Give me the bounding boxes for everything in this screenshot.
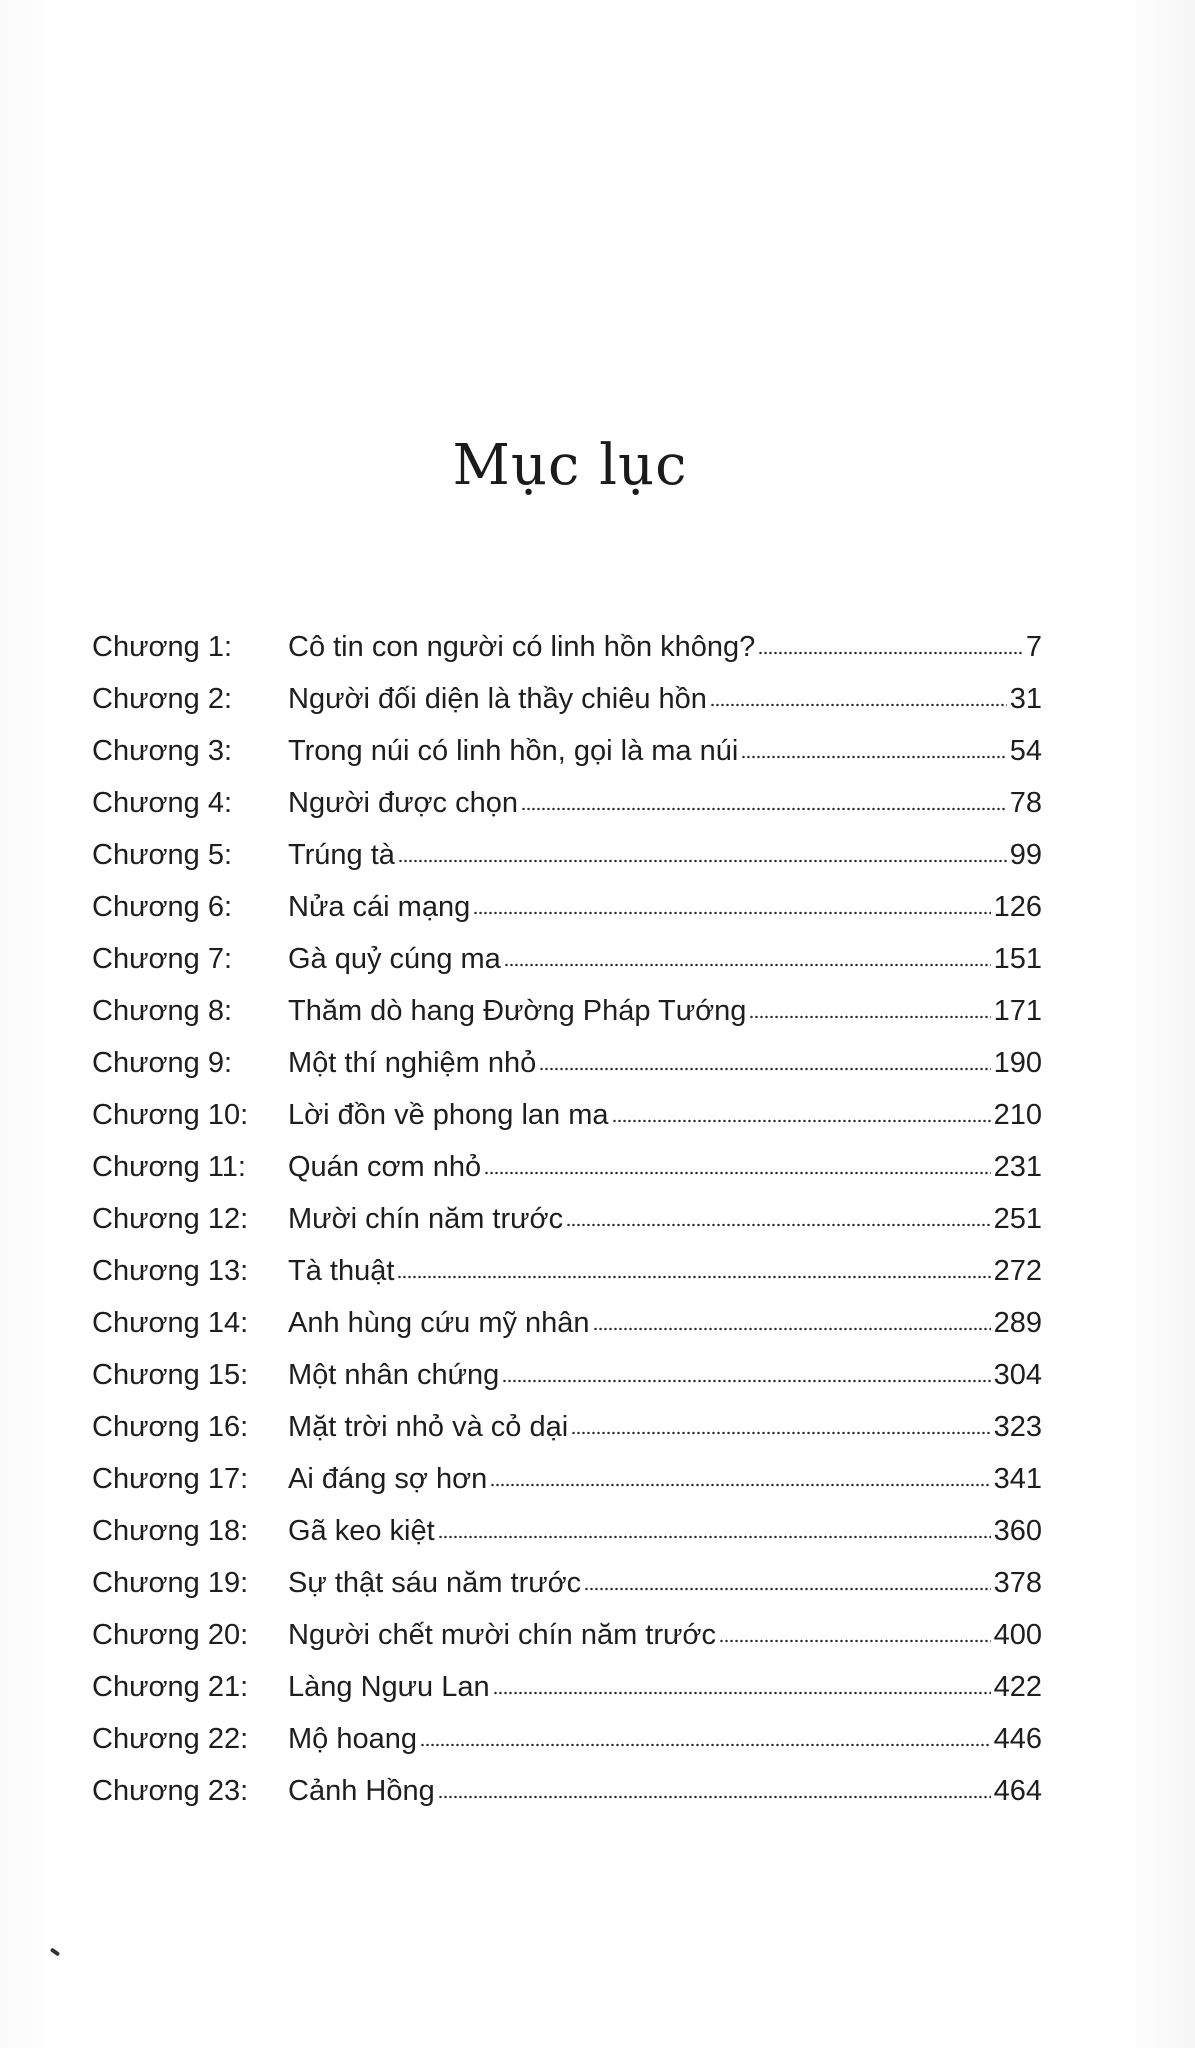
toc-chapter-title: Gã keo kiệt (288, 1515, 435, 1547)
toc-chapter-label: Chương 9: (92, 1047, 233, 1079)
toc-page-number: 99 (1009, 839, 1042, 871)
toc-page-number: 210 (993, 1099, 1042, 1131)
toc-dot-leader (571, 1431, 990, 1435)
toc-chapter-title: Thăm dò hang Đường Pháp Tướng (288, 995, 747, 1027)
table-of-contents (92, 621, 1042, 1817)
toc-page-number: 323 (993, 1411, 1042, 1443)
toc-page-number: 151 (993, 943, 1042, 975)
toc-dot-leader (438, 1795, 991, 1799)
toc-chapter-title: Một nhân chứng (288, 1359, 500, 1391)
toc-chapter-title: Mặt trời nhỏ và cỏ dại (288, 1411, 569, 1443)
toc-chapter-label: Chương 17: (92, 1463, 249, 1495)
toc-page-number: 54 (1009, 735, 1042, 767)
toc-chapter-title: Lời đồn về phong lan ma (288, 1099, 609, 1131)
toc-chapter-title: Làng Ngưu Lan (288, 1671, 490, 1703)
toc-dot-leader (484, 1171, 990, 1175)
toc-dot-leader (438, 1535, 991, 1539)
toc-page-number: 304 (993, 1359, 1042, 1391)
toc-dot-leader (758, 651, 1023, 655)
toc-chapter-title: Anh hùng cứu mỹ nhân (288, 1307, 590, 1339)
toc-dot-leader (749, 1015, 990, 1019)
toc-entry (92, 1557, 1042, 1609)
toc-chapter-title: Cảnh Hồng (288, 1775, 435, 1807)
toc-page-number: 7 (1025, 631, 1042, 663)
toc-chapter-title: Tà thuật (288, 1255, 395, 1287)
toc-chapter-label: Chương 18: (92, 1515, 249, 1547)
toc-entry (92, 1089, 1042, 1141)
toc-chapter-label: Chương 22: (92, 1723, 249, 1755)
toc-page-number: 378 (993, 1567, 1042, 1599)
toc-chapter-label: Chương 23: (92, 1775, 249, 1807)
toc-page-number: 400 (993, 1619, 1042, 1651)
toc-page-number: 422 (993, 1671, 1042, 1703)
toc-chapter-label: Chương 3: (92, 735, 233, 767)
toc-entry (92, 1765, 1042, 1817)
toc-page-number: 171 (993, 995, 1042, 1027)
toc-chapter-label: Chương 14: (92, 1307, 249, 1339)
toc-entry (92, 881, 1042, 933)
toc-dot-leader (502, 1379, 990, 1383)
toc-chapter-label: Chương 8: (92, 995, 233, 1027)
toc-entry (92, 777, 1042, 829)
toc-chapter-label: Chương 12: (92, 1203, 249, 1235)
toc-chapter-title: Mười chín năm trước (288, 1203, 564, 1235)
toc-chapter-label: Chương 15: (92, 1359, 249, 1391)
toc-dot-leader (398, 859, 1007, 863)
toc-chapter-title: Một thí nghiệm nhỏ (288, 1047, 537, 1079)
toc-chapter-label: Chương 20: (92, 1619, 249, 1651)
toc-page-number: 446 (993, 1723, 1042, 1755)
toc-entry (92, 725, 1042, 777)
toc-dot-leader (490, 1483, 990, 1487)
toc-entry (92, 1453, 1042, 1505)
toc-entry (92, 1193, 1042, 1245)
toc-dot-leader (397, 1275, 990, 1279)
toc-chapter-title: Người đối diện là thầy chiêu hồn (288, 683, 707, 715)
toc-chapter-label: Chương 7: (92, 943, 233, 975)
toc-chapter-title: Người chết mười chín năm trước (288, 1619, 716, 1651)
toc-dot-leader (710, 703, 1007, 707)
toc-entry (92, 1401, 1042, 1453)
toc-entry (92, 1245, 1042, 1297)
toc-dot-leader (420, 1743, 991, 1747)
toc-chapter-title: Mộ hoang (288, 1723, 417, 1755)
toc-entry (92, 1661, 1042, 1713)
toc-chapter-title: Cô tin con người có linh hồn không? (288, 631, 756, 663)
toc-dot-leader (612, 1119, 991, 1123)
toc-chapter-label: Chương 16: (92, 1411, 249, 1443)
toc-page-number: 272 (993, 1255, 1042, 1287)
toc-entry (92, 621, 1042, 673)
print-speck (50, 1947, 60, 1956)
toc-chapter-label: Chương 4: (92, 787, 233, 819)
toc-chapter-title: Nửa cái mạng (288, 891, 471, 923)
toc-entry (92, 1297, 1042, 1349)
toc-dot-leader (493, 1691, 991, 1695)
toc-chapter-title: Trong núi có linh hồn, gọi là ma núi (288, 735, 739, 767)
toc-chapter-label: Chương 1: (92, 631, 233, 663)
toc-entry (92, 1141, 1042, 1193)
toc-page-number: 341 (993, 1463, 1042, 1495)
toc-entry (92, 985, 1042, 1037)
toc-chapter-label: Chương 5: (92, 839, 233, 871)
toc-entry (92, 1609, 1042, 1661)
toc-dot-leader (521, 807, 1007, 811)
page-title: Mục lục (452, 432, 688, 498)
toc-chapter-label: Chương 11: (92, 1151, 246, 1183)
toc-chapter-title: Sự thật sáu năm trước (288, 1567, 582, 1599)
toc-entry (92, 673, 1042, 725)
toc-entry (92, 1505, 1042, 1557)
toc-entry (92, 829, 1042, 881)
toc-chapter-title: Người được chọn (288, 787, 519, 819)
toc-dot-leader (566, 1223, 991, 1227)
toc-dot-leader (473, 911, 990, 915)
toc-entry (92, 1713, 1042, 1765)
toc-entry (92, 933, 1042, 985)
toc-dot-leader (504, 963, 991, 967)
toc-chapter-label: Chương 2: (92, 683, 233, 715)
toc-page-number: 126 (993, 891, 1042, 923)
toc-entry (92, 1349, 1042, 1401)
toc-page-number: 78 (1009, 787, 1042, 819)
toc-dot-leader (584, 1587, 990, 1591)
toc-chapter-label: Chương 13: (92, 1255, 249, 1287)
toc-page-number: 31 (1009, 683, 1042, 715)
toc-chapter-label: Chương 6: (92, 891, 233, 923)
toc-dot-leader (539, 1067, 990, 1071)
toc-chapter-label: Chương 21: (92, 1671, 249, 1703)
toc-dot-leader (593, 1327, 991, 1331)
toc-page-number: 251 (993, 1203, 1042, 1235)
toc-page-number: 360 (993, 1515, 1042, 1547)
toc-dot-leader (741, 755, 1006, 759)
toc-chapter-label: Chương 19: (92, 1567, 249, 1599)
toc-page-number: 190 (993, 1047, 1042, 1079)
toc-chapter-title: Ai đáng sợ hơn (288, 1463, 488, 1495)
toc-page-number: 464 (993, 1775, 1042, 1807)
toc-chapter-title: Gà quỷ cúng ma (288, 943, 501, 975)
toc-chapter-title: Trúng tà (288, 839, 395, 871)
toc-chapter-label: Chương 10: (92, 1099, 249, 1131)
toc-dot-leader (719, 1639, 991, 1643)
toc-entry (92, 1037, 1042, 1089)
toc-page-number: 231 (993, 1151, 1042, 1183)
toc-chapter-title: Quán cơm nhỏ (288, 1151, 482, 1183)
toc-page-number: 289 (993, 1307, 1042, 1339)
